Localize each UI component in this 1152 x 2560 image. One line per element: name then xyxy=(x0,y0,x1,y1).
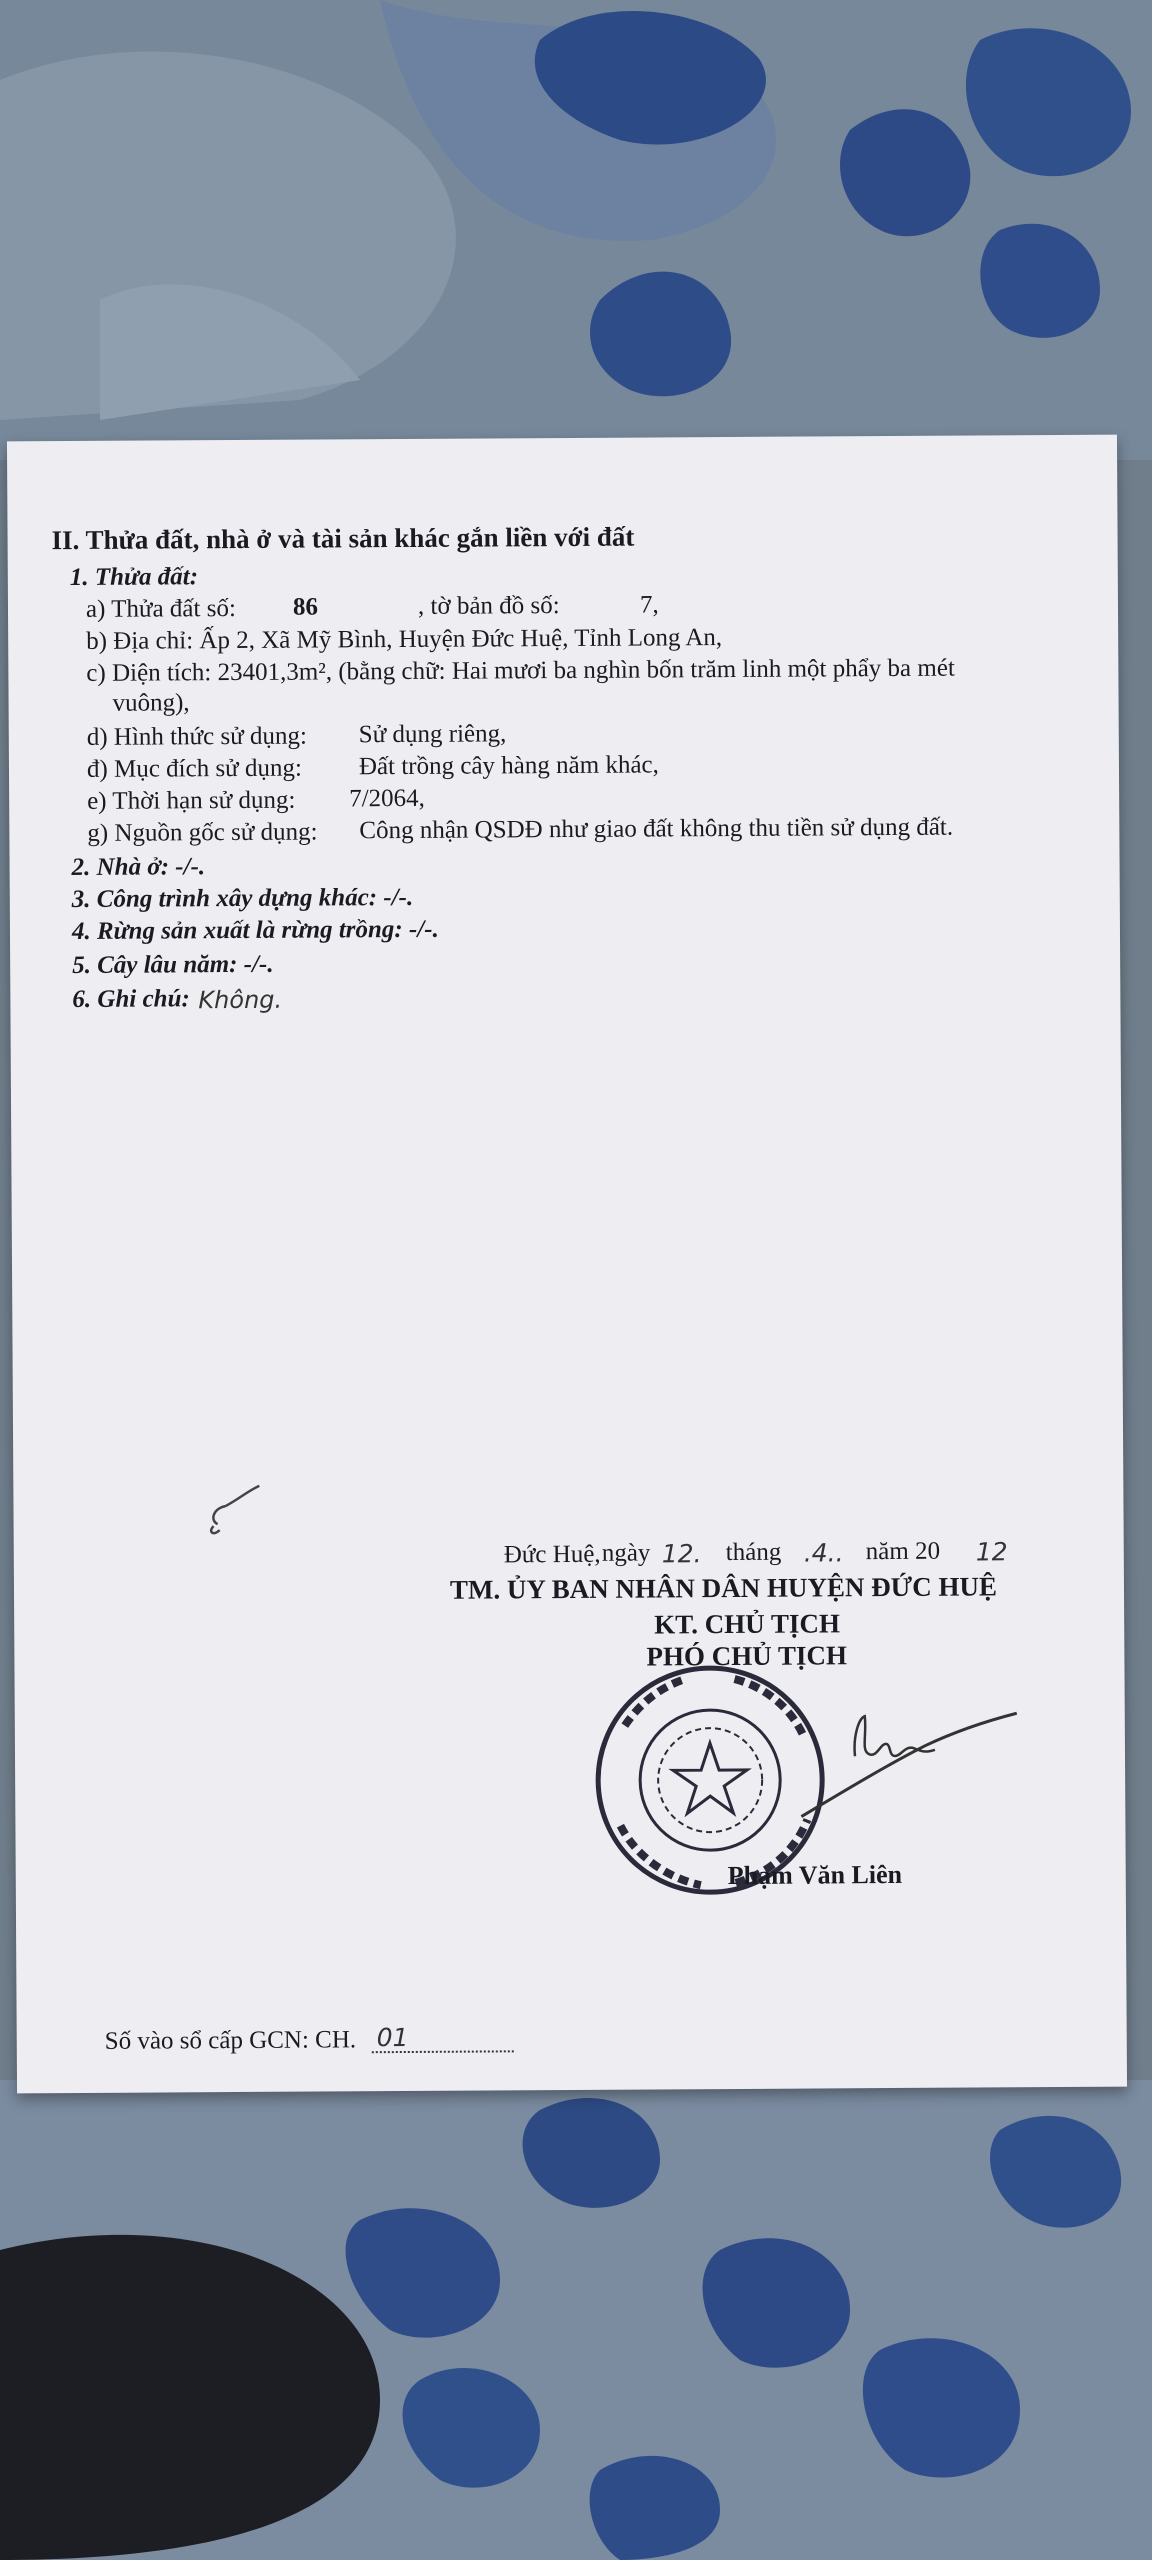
issue-year-label: năm 20 xyxy=(865,1537,941,1566)
land-heading: 1. Thửa đất: xyxy=(69,563,199,592)
parcel-number-label: a) Thửa đất số: xyxy=(85,595,236,623)
issue-month-value: .4.. xyxy=(803,1538,844,1568)
note-value: Không. xyxy=(198,985,283,1015)
note-label: 6. Ghi chú: xyxy=(72,985,190,1014)
usage-form-label: d) Hình thức sử dụng: xyxy=(86,722,308,751)
registry-value: 01 xyxy=(376,2022,409,2053)
forest-item: 4. Rừng sản xuất là rừng trồng: -/-. xyxy=(71,915,439,946)
area-line-1: c) Diện tích: 23401,3m², (bằng chữ: Hai mươi ba nghìn bốn trăm linh một phẩy ba mét xyxy=(86,654,955,687)
house-item: 2. Nhà ở: -/-. xyxy=(71,853,206,882)
address-line: b) Địa chỉ: Ấp 2, Xã Mỹ Bình, Huyện Đức Huệ, Tỉnh Long An, xyxy=(86,624,723,655)
registry-label: Số vào sổ cấp GCN: CH. xyxy=(104,2026,357,2055)
usage-purpose-label: đ) Mục đích sử dụng: xyxy=(86,754,302,783)
signer-name: Phạm Văn Liên xyxy=(727,1859,903,1891)
construction-item: 3. Công trình xây dựng khác: -/-. xyxy=(71,883,414,914)
certificate-page xyxy=(7,435,1127,2094)
map-sheet-label: , tờ bản đồ số: xyxy=(417,592,560,620)
issue-place: Đức Huệ, xyxy=(503,1540,601,1569)
registry-dotted-line xyxy=(372,2050,514,2053)
handwritten-signature xyxy=(795,1705,1026,1826)
map-sheet-value: 7, xyxy=(639,591,659,619)
pen-mark xyxy=(203,1480,273,1540)
issue-day-label: ngày xyxy=(601,1539,651,1567)
committee-name: TM. ỦY BAN NHÂN DÂN HUYỆN ĐỨC HUỆ xyxy=(449,1571,998,1605)
usage-term-label: e) Thời hạn sử dụng: xyxy=(87,786,296,815)
usage-purpose-value: Đất trồng cây hàng năm khác, xyxy=(358,751,659,781)
section-title: II. Thửa đất, nhà ở và tài sản khác gắn liền với đất xyxy=(51,521,635,556)
signer-title-2: PHÓ CHỦ TỊCH xyxy=(646,1640,848,1672)
area-line-2: vuông), xyxy=(112,689,190,717)
trees-item: 5. Cây lâu năm: -/-. xyxy=(72,950,274,980)
issue-year-value: 12 xyxy=(975,1537,1008,1567)
usage-origin-label: g) Nguồn gốc sử dụng: xyxy=(87,818,318,847)
usage-origin-value: Công nhận QSDĐ như giao đất không thu tiền sử dụng đất. xyxy=(359,813,954,845)
usage-form-value: Sử dụng riêng, xyxy=(358,720,507,749)
issue-month-label: tháng xyxy=(725,1538,782,1567)
issue-day-value: 12. xyxy=(661,1539,702,1569)
usage-term-value: 7/2064, xyxy=(349,784,425,813)
signer-title-1: KT. CHỦ TỊCH xyxy=(654,1608,841,1640)
parcel-number-value: 86 xyxy=(292,593,319,621)
